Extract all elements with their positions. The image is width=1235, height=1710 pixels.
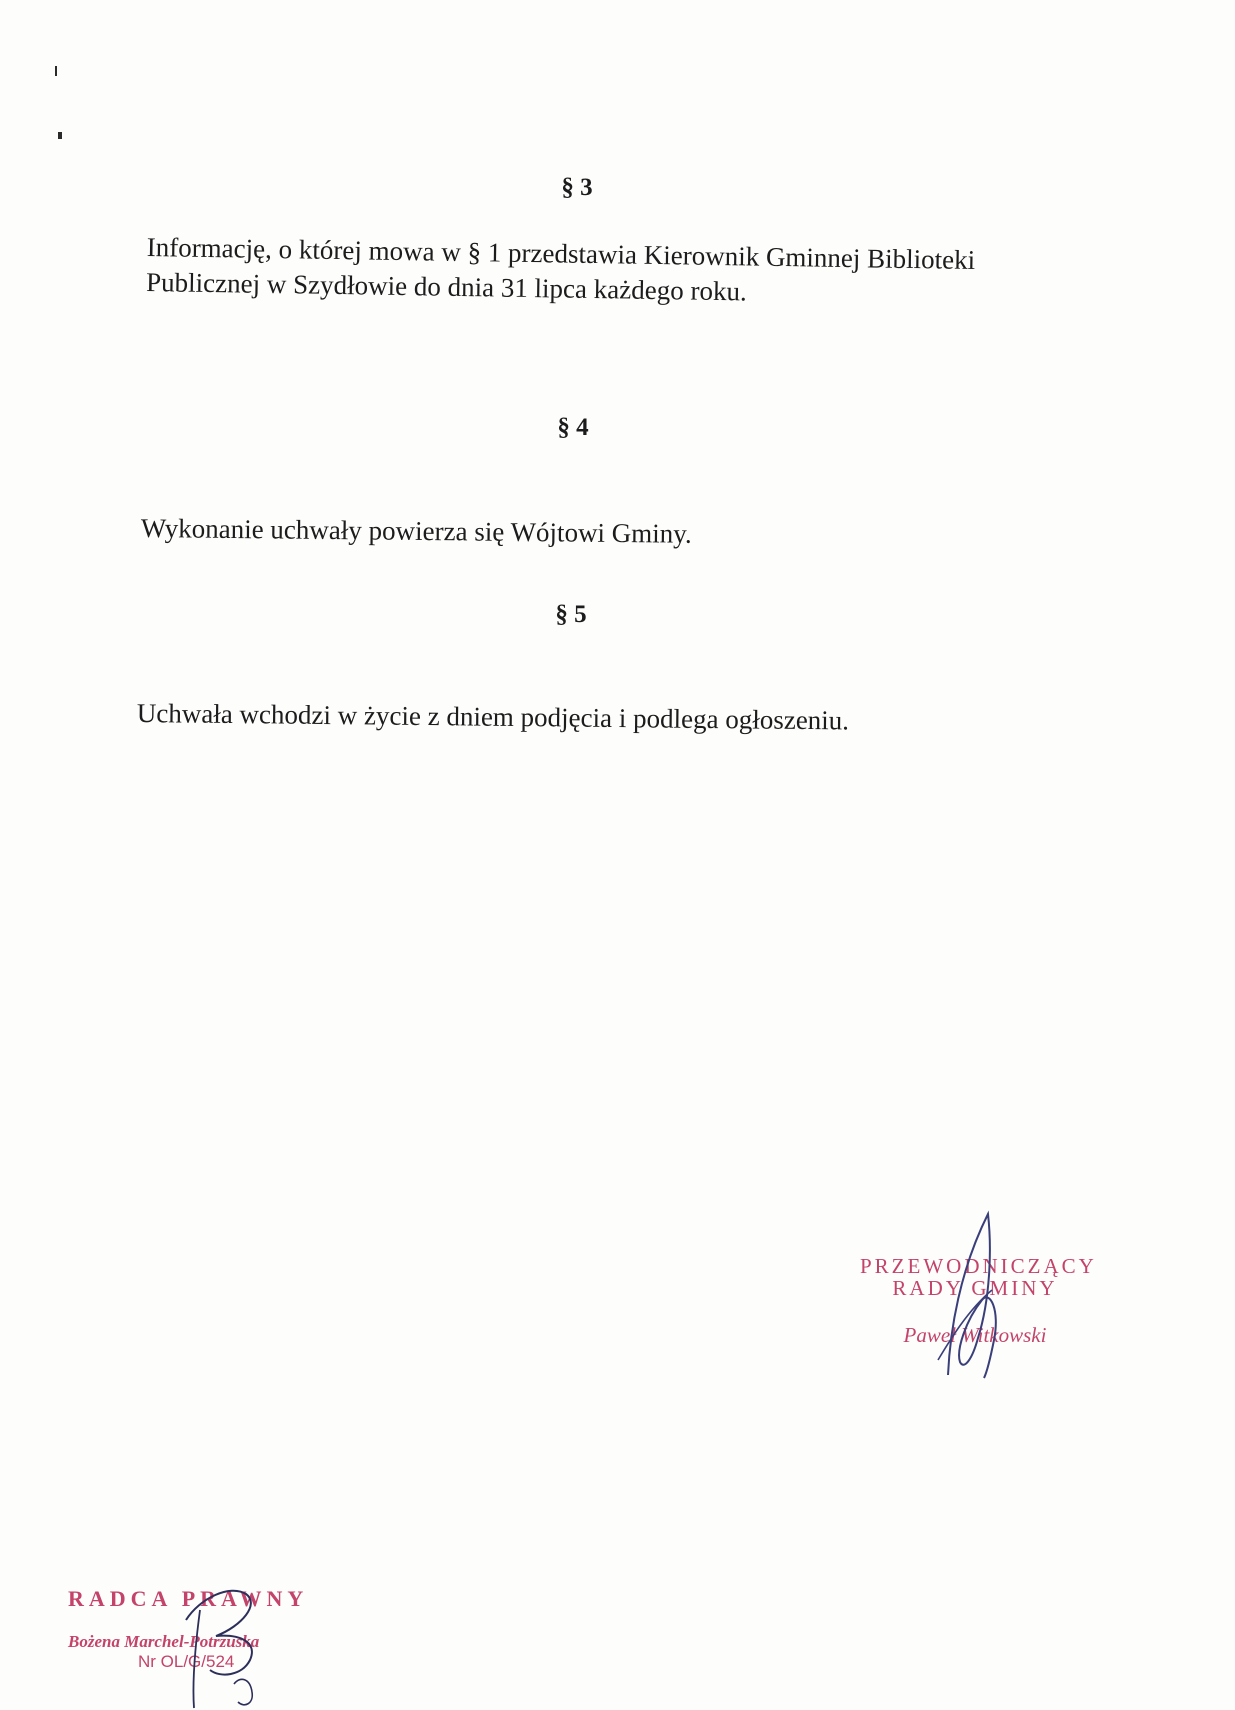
stamp-number: Nr OL/G/524 (138, 1652, 235, 1671)
section-3-paragraph (146, 230, 976, 313)
paragraph-line: Publicznej w Szydłowie do dnia 31 lipca każdego roku. (145, 266, 747, 307)
stamp-subtitle: RADY GMINY (892, 1276, 1058, 1300)
section-5-paragraph (137, 696, 850, 738)
stamp-name: Paweł Witkowski (903, 1323, 1047, 1347)
section-heading-4: § 4 (557, 414, 589, 441)
legal-advisor-signature (180, 1580, 290, 1710)
scan-mark (58, 132, 62, 139)
stamp-title: RADCA PRAWNY (68, 1586, 309, 1611)
section-heading-5: § 5 (555, 601, 587, 628)
stamp-title: PRZEWODNICZĄCY (860, 1254, 1097, 1278)
stamp-name: Bożena Marchel-Potrzuska (68, 1632, 260, 1651)
paragraph-line: Wykonanie uchwały powierza się Wójtowi Gminy. (140, 512, 692, 549)
scan-mark (55, 66, 57, 76)
chairman-signature (920, 1210, 1010, 1380)
section-heading-3: § 3 (561, 174, 593, 201)
section-4-paragraph (141, 511, 692, 552)
paragraph-line: Uchwała wchodzi w życie z dniem podjęcia i podlega ogłoszeniu. (136, 697, 850, 736)
paragraph-line: Informację, o której mowa w § 1 przedstawia Kierownik Gminnej Biblioteki (146, 231, 976, 276)
